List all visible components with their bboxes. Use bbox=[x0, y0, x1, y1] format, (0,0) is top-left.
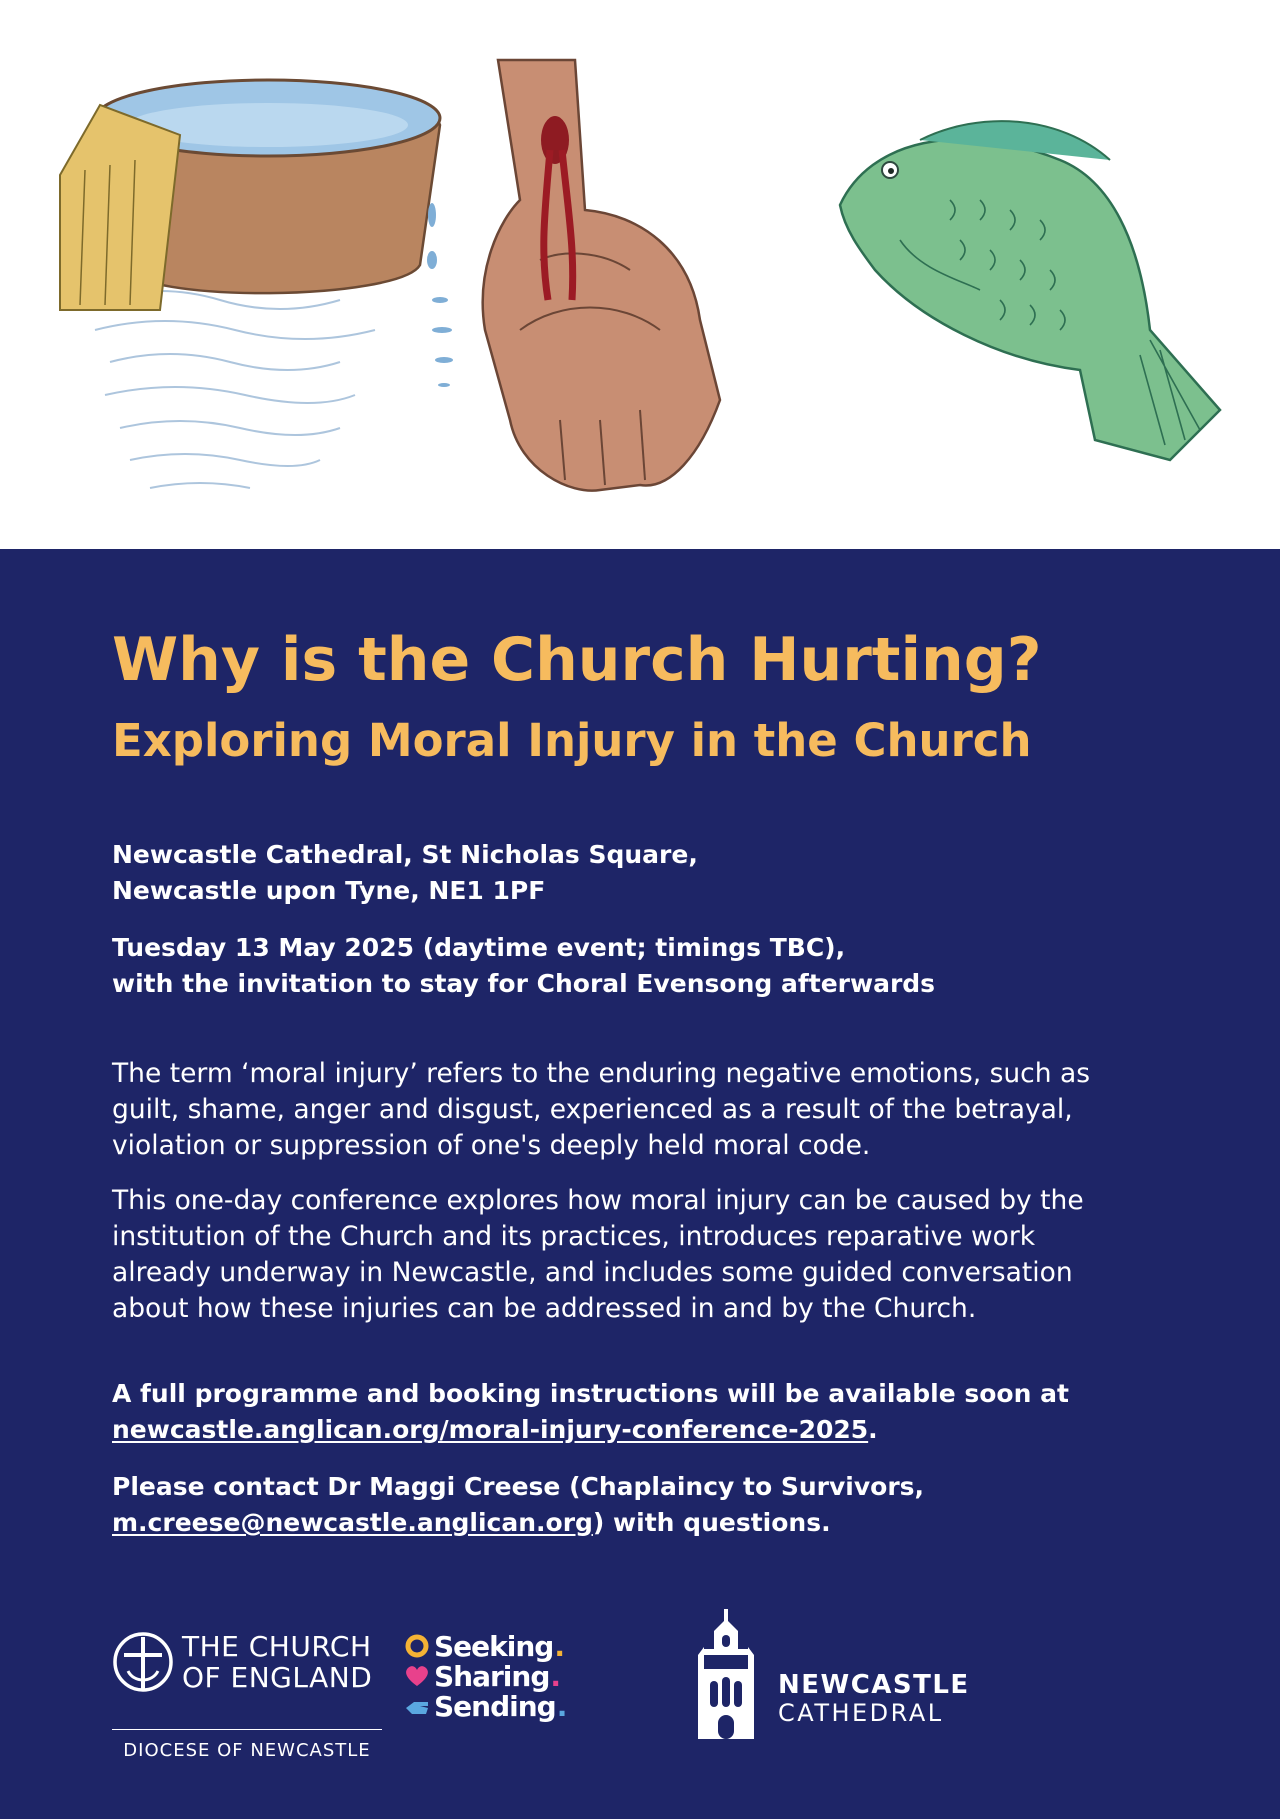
heart-icon bbox=[404, 1664, 430, 1688]
newcastle-cathedral-logo bbox=[690, 1609, 1010, 1749]
coe-name-line: THE CHURCH bbox=[182, 1630, 372, 1663]
contact-info bbox=[112, 1469, 924, 1541]
description-line: about how these injuries can be addressed in and by the Church. bbox=[112, 1293, 977, 1324]
circle-icon bbox=[404, 1634, 430, 1658]
intro-line: violation or suppression of one's deeply held moral code. bbox=[112, 1130, 871, 1161]
programme-link-line bbox=[112, 1412, 1069, 1448]
cathedral-name-line: NEWCASTLE bbox=[778, 1670, 970, 1700]
programme-link[interactable]: newcastle.anglican.org/moral-injury-conference-2025 bbox=[112, 1415, 869, 1444]
seeking-sharing-sending-logo bbox=[404, 1631, 574, 1731]
wounded-hand-illustration bbox=[483, 60, 720, 491]
contact-end: ) with questions. bbox=[592, 1508, 831, 1537]
seeking-label: Seeking bbox=[434, 1629, 554, 1663]
sharing-dot: . bbox=[550, 1659, 561, 1693]
sharing-row bbox=[404, 1661, 574, 1691]
intro-line: The term ‘moral injury’ refers to the enduring negative emotions, such as bbox=[112, 1058, 1091, 1089]
seeking-dot: . bbox=[554, 1629, 564, 1663]
contact-email-link[interactable]: m.creese@newcastle.anglican.org bbox=[112, 1508, 593, 1537]
illustration-banner bbox=[0, 0, 1280, 549]
hand-icon bbox=[404, 1694, 430, 1718]
sending-label: Sending bbox=[434, 1689, 556, 1723]
description-line: already underway in Newcastle, and includes some guided conversation bbox=[112, 1257, 1073, 1288]
page-subtitle: Exploring Moral Injury in the Church bbox=[112, 714, 1032, 767]
programme-line: A full programme and booking instructions will be available soon at bbox=[112, 1379, 1069, 1408]
cathedral-tower-icon bbox=[690, 1609, 762, 1739]
venue-line: Newcastle Cathedral, St Nicholas Square, bbox=[112, 840, 698, 869]
sending-dot: . bbox=[556, 1689, 567, 1723]
intro-paragraph bbox=[112, 1056, 1192, 1164]
programme-end: . bbox=[868, 1415, 878, 1444]
church-of-england-logo bbox=[112, 1629, 397, 1769]
coe-name-line: OF ENGLAND bbox=[182, 1661, 373, 1694]
page-title: Why is the Church Hurting? bbox=[112, 625, 1042, 695]
date-line: with the invitation to stay for Choral Evensong afterwards bbox=[112, 969, 936, 998]
church-of-england-emblem-icon bbox=[112, 1631, 174, 1693]
cathedral-name-line: CATHEDRAL bbox=[778, 1699, 944, 1727]
description-line: institution of the Church and its practices, introduces reparative work bbox=[112, 1221, 1036, 1252]
intro-line: guilt, shame, anger and disgust, experienced as a result of the betrayal, bbox=[112, 1094, 1073, 1125]
event-date bbox=[112, 930, 935, 1002]
sharing-label: Sharing bbox=[434, 1659, 550, 1693]
fish-illustration bbox=[840, 121, 1220, 460]
venue-line: Newcastle upon Tyne, NE1 1PF bbox=[112, 876, 546, 905]
contact-email-line bbox=[112, 1505, 924, 1541]
diocese-label: DIOCESE OF NEWCASTLE bbox=[112, 1729, 382, 1761]
venue-address bbox=[112, 837, 698, 909]
description-paragraph bbox=[112, 1183, 1192, 1327]
content-panel bbox=[0, 549, 1280, 1819]
seeking-row bbox=[404, 1631, 574, 1661]
programme-info bbox=[112, 1376, 1069, 1448]
contact-line: Please contact Dr Maggi Creese (Chaplaincy to Survivors, bbox=[112, 1472, 925, 1501]
illustration-svg bbox=[0, 0, 1280, 549]
description-line: This one-day conference explores how moral injury can be caused by the bbox=[112, 1185, 1084, 1216]
date-line: Tuesday 13 May 2025 (daytime event; timings TBC), bbox=[112, 933, 846, 962]
sending-row bbox=[404, 1691, 574, 1721]
bowl-illustration bbox=[60, 80, 453, 488]
